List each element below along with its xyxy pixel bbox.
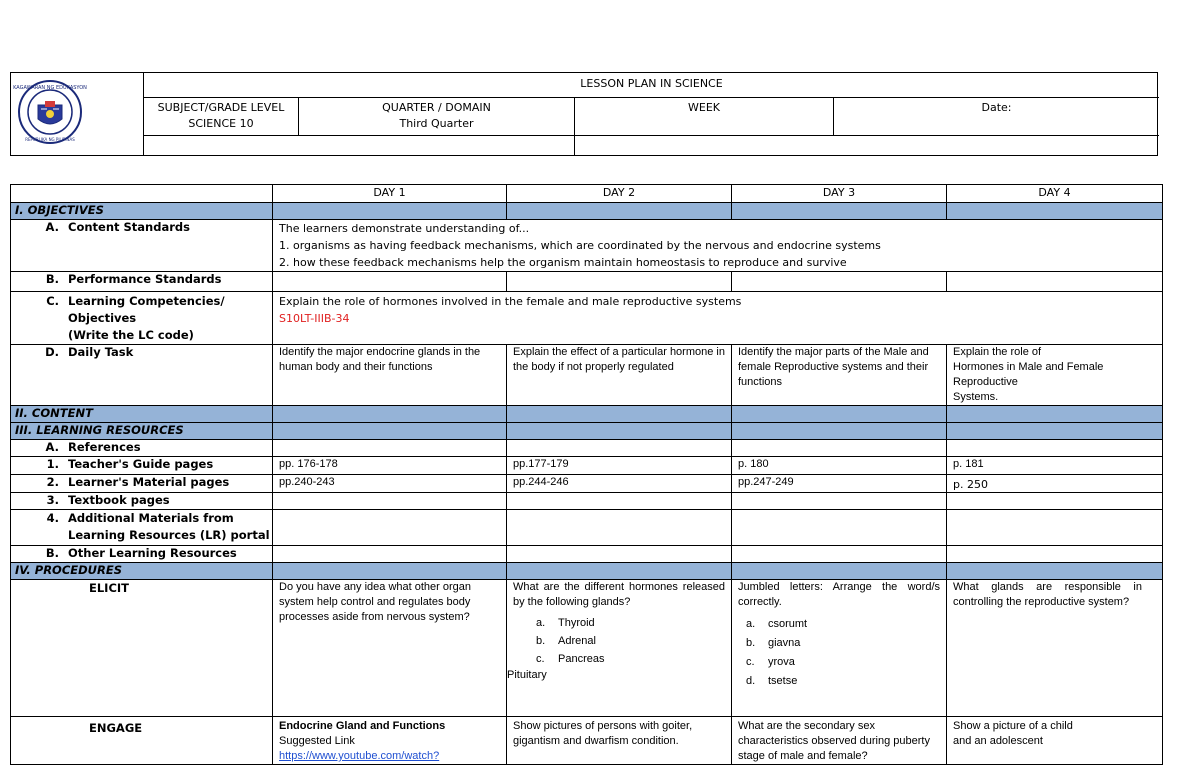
engage-day1-title: Endocrine Gland and Functions xyxy=(279,720,446,732)
row-marker: 2. xyxy=(46,475,59,489)
svg-text:KAGAWARAN NG EDUKASYON: KAGAWARAN NG EDUKASYON xyxy=(13,85,87,91)
textbook-label: Textbook pages xyxy=(68,493,170,507)
elicit-day2 xyxy=(507,580,732,717)
list-item: b. Adrenal xyxy=(536,635,596,647)
elicit-day4 xyxy=(947,580,1163,717)
daily-task-label: Daily Task xyxy=(68,345,134,359)
quarter-domain-value: Third Quarter xyxy=(399,117,474,130)
references-row xyxy=(11,440,1163,457)
elicit-day1: Do you have any idea what other organ system help control and regulates body processes aside from nervous system? xyxy=(273,580,507,717)
elicit-day3-list xyxy=(738,615,940,691)
engage-day4-line: and an adolescent xyxy=(953,735,1043,747)
content-standards-row xyxy=(11,220,1163,272)
daily-task-day4-line: Hormones in Male and Female xyxy=(953,361,1104,373)
resources-heading: III. LEARNING RESOURCES xyxy=(11,423,273,440)
lm-day1: pp.240-243 xyxy=(273,475,507,493)
elicit-row xyxy=(11,580,1163,717)
objectives-band xyxy=(11,203,1163,220)
engage-day3: What are the secondary sex characteristics observed during puberty stage of male and female? xyxy=(732,717,947,765)
competencies-label: Learning Competencies/ xyxy=(68,294,225,308)
competencies-label: (Write the LC code) xyxy=(68,328,194,342)
header-blank-cell-1 xyxy=(143,135,574,155)
performance-standards-label: Performance Standards xyxy=(68,272,222,286)
day-3-header: DAY 3 xyxy=(732,185,947,203)
list-item: b. giavna xyxy=(746,637,801,649)
quarter-domain-cell xyxy=(298,97,574,135)
content-standards-line: 1. organisms as having feedback mechanisms, which are coordinated by the nervous and endocrine systems xyxy=(279,239,881,252)
other-resources-row xyxy=(11,546,1163,563)
lesson-plan-table xyxy=(10,184,1163,765)
tg-day1: pp. 176-178 xyxy=(273,457,507,475)
elicit-day2-question: What are the different hormones released by the following glands? xyxy=(513,581,725,608)
daily-task-day2: Explain the effect of a particular hormone in the body if not properly regulated xyxy=(507,345,732,406)
engage-label: ENGAGE xyxy=(11,717,273,765)
header-blank-cell-2 xyxy=(574,135,1159,155)
additional-materials-row xyxy=(11,510,1163,546)
elicit-label: ELICIT xyxy=(11,580,273,717)
performance-standards-row xyxy=(11,272,1163,292)
daily-task-day4-line: Systems. xyxy=(953,391,999,403)
subject-grade-cell xyxy=(143,97,298,135)
tg-day3: p. 180 xyxy=(732,457,947,475)
additional-materials-label: Additional Materials from xyxy=(68,511,234,525)
other-resources-label: Other Learning Resources xyxy=(68,546,237,560)
row-marker: D. xyxy=(45,345,59,359)
day-1-header: DAY 1 xyxy=(273,185,507,203)
row-marker: B. xyxy=(45,272,59,286)
row-marker: 4. xyxy=(46,511,59,525)
lc-code: S10LT-IIIB-34 xyxy=(279,312,350,325)
row-marker: 3. xyxy=(46,493,59,507)
week-label: WEEK xyxy=(688,101,720,114)
content-standards-line: The learners demonstrate understanding of... xyxy=(279,222,530,235)
engage-day2: Show pictures of persons with goiter, gigantism and dwarfism condition. xyxy=(507,717,732,765)
elicit-day2-list xyxy=(513,614,725,668)
list-item: d. tsetse xyxy=(746,675,798,687)
row-marker: 1. xyxy=(46,457,59,471)
quarter-domain-label: QUARTER / DOMAIN xyxy=(382,101,491,114)
textbook-row xyxy=(11,493,1163,510)
day-4-header: DAY 4 xyxy=(947,185,1163,203)
row-marker: B. xyxy=(45,546,59,560)
list-item: a. Thyroid xyxy=(536,617,595,629)
content-heading: II. CONTENT xyxy=(11,406,273,423)
daily-task-day4-line: Explain the role of xyxy=(953,346,1042,358)
elicit-day2-tail: Pituitary xyxy=(507,669,547,681)
lesson-plan-title: LESSON PLAN IN SCIENCE xyxy=(143,73,1159,97)
list-item: c. Pancreas xyxy=(536,653,605,665)
engage-row xyxy=(11,717,1163,765)
tg-day4: p. 181 xyxy=(947,457,1163,475)
references-label: References xyxy=(68,440,141,454)
teachers-guide-label: Teacher's Guide pages xyxy=(68,457,214,471)
deped-seal-logo xyxy=(13,79,87,145)
elicit-day3-question: Jumbled letters: Arrange the word/s correctly. xyxy=(738,581,940,608)
learners-material-row xyxy=(11,475,1163,493)
svg-text:REPUBLIKA NG PILIPINAS: REPUBLIKA NG PILIPINAS xyxy=(25,137,75,142)
content-band xyxy=(11,406,1163,423)
engage-day1 xyxy=(273,717,507,765)
list-item: a. csorumt xyxy=(746,618,808,630)
engage-day4-line: Show a picture of a child xyxy=(953,720,1073,732)
objectives-heading: I. OBJECTIVES xyxy=(11,203,273,220)
competencies-row xyxy=(11,292,1163,345)
tg-day2: pp.177-179 xyxy=(507,457,732,475)
elicit-day3 xyxy=(732,580,947,717)
row-marker: A. xyxy=(45,440,59,454)
date-cell xyxy=(833,97,1159,135)
daily-task-day4-line: Reproductive xyxy=(953,376,1018,388)
daily-task-day1: Identify the major endocrine glands in the human body and their functions xyxy=(273,345,507,406)
daily-task-day4 xyxy=(947,345,1163,406)
additional-materials-label: Learning Resources (LR) portal xyxy=(68,528,270,542)
content-standards-label: Content Standards xyxy=(68,220,190,234)
lm-day4: p. 250 xyxy=(947,475,1163,493)
row-marker: A. xyxy=(45,220,59,234)
engage-day4 xyxy=(947,717,1163,765)
daily-task-day3: Identify the major parts of the Male and female Reproductive systems and their functions xyxy=(732,345,947,406)
subject-grade-label: SUBJECT/GRADE LEVEL xyxy=(157,101,285,114)
content-standards-line: 2. how these feedback mechanisms help the organism maintain homeostasis to reproduce and survive xyxy=(279,256,847,269)
daily-task-row xyxy=(11,345,1163,406)
teachers-guide-row xyxy=(11,457,1163,475)
youtube-link[interactable]: https://www.youtube.com/watch? xyxy=(279,750,440,762)
engage-day1-sub: Suggested Link xyxy=(279,735,355,747)
elicit-day4-text: What glands are responsible in controlling the reproductive system? xyxy=(953,581,1142,608)
week-cell xyxy=(574,97,833,135)
list-item: c. yrova xyxy=(746,656,795,668)
row-marker: C. xyxy=(46,294,59,308)
header-table xyxy=(10,72,1158,156)
procedures-band xyxy=(11,563,1163,580)
learners-material-label: Learner's Material pages xyxy=(68,475,230,489)
day-header-row xyxy=(11,185,1163,203)
lm-day3: pp.247-249 xyxy=(732,475,947,493)
lm-day2: pp.244-246 xyxy=(507,475,732,493)
date-label: Date: xyxy=(981,101,1012,114)
subject-grade-value: SCIENCE 10 xyxy=(188,117,254,130)
competencies-label: Objectives xyxy=(68,311,137,325)
procedures-heading: IV. PROCEDURES xyxy=(11,563,273,580)
day-2-header: DAY 2 xyxy=(507,185,732,203)
resources-band xyxy=(11,423,1163,440)
competency-text: Explain the role of hormones involved in the female and male reproductive systems xyxy=(279,295,742,308)
